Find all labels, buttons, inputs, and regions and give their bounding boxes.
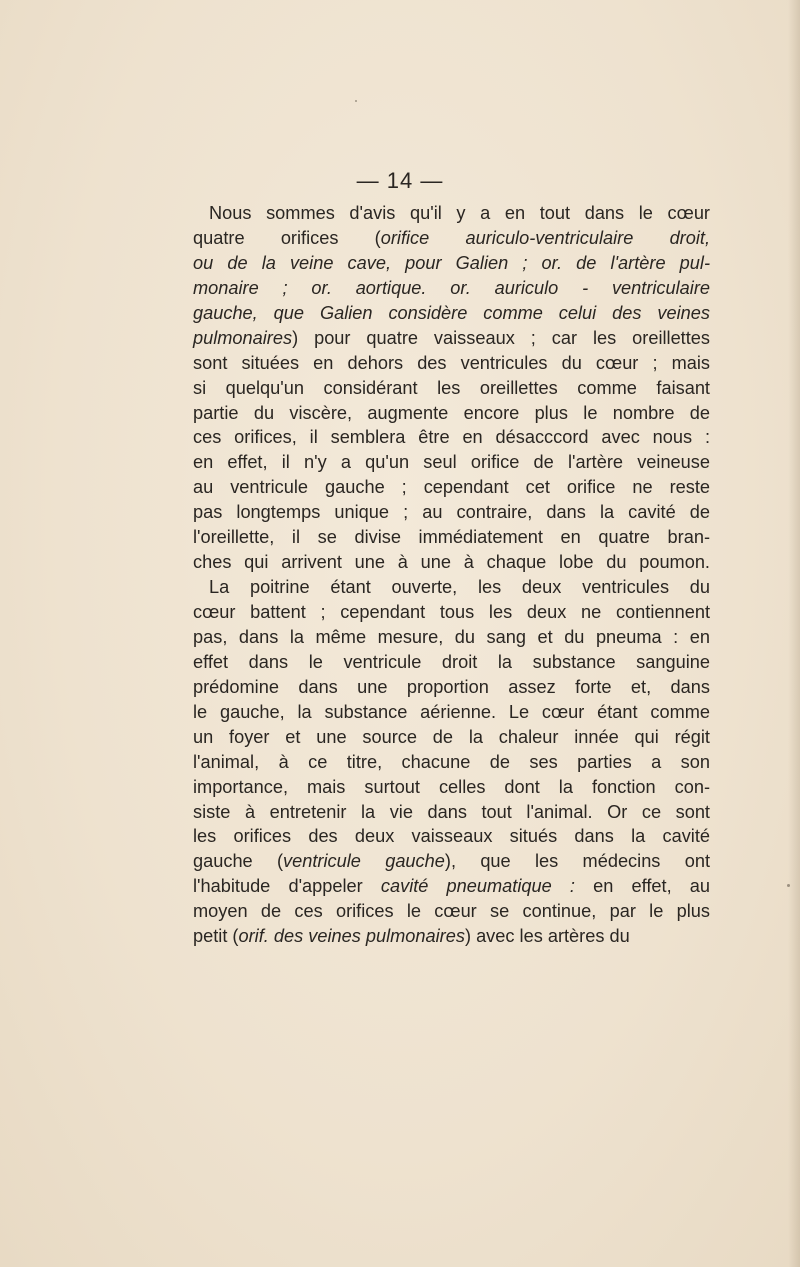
italic-text-segment: monaire ; or. aortique. or. auriculo - ventriculaire [193,277,710,298]
text-line [193,376,710,401]
text-segment: ces orifices, il semblera être en désacccord avec nous : [193,427,710,448]
text-segment: en effet, au [574,876,711,897]
text-segment: quatre orifices ( [193,227,381,248]
text-line [193,251,710,276]
text-line [193,500,710,525]
text-line [193,899,710,924]
text-segment: ) avec les artères du [464,926,630,947]
text-line [193,824,710,849]
text-segment: Nous sommes d'avis qu'il y a en tout dans le cœur [209,203,710,223]
text-segment: l'habitude d'appeler [193,876,381,897]
text-segment: prédomine dans une proportion assez forte et, dans [193,676,710,697]
text-segment: l'animal, à ce titre, chacune de ses parties a son [193,751,710,772]
italic-text-segment: pulmonaires [193,327,293,348]
text-line [193,675,710,700]
text-segment: pas longtemps unique ; au contraire, dans la cavité de [193,502,710,523]
text-segment: si quelqu'un considérant les oreillettes comme faisant [193,377,710,398]
italic-text-segment: cavité pneumatique : [380,876,575,897]
text-segment: siste à entretenir la vie dans tout l'animal. Or ce sont [193,801,710,822]
text-line [193,924,710,949]
body-text [193,201,710,949]
text-line [193,625,710,650]
text-line [193,525,710,550]
italic-text-segment: orifice auriculo-ventriculaire droit, [380,227,711,248]
text-line [193,849,710,874]
paper-speck [355,100,357,102]
text-segment: sont situées en dehors des ventricules du cœur ; mais [193,352,710,373]
text-line [193,301,710,326]
text-segment: ches qui arrivent une à une à chaque lobe du poumon. [193,552,710,573]
text-segment: pas, dans la même mesure, du sang et du pneuma : en [193,626,710,647]
text-line [193,550,710,575]
text-segment: en effet, il n'y a qu'un seul orifice de l'artère veineuse [193,452,710,473]
italic-text-segment: orif. des veines pulmonaires [238,926,465,947]
text-line [193,226,710,251]
text-line [193,326,710,351]
text-segment: ), que les médecins ont [444,851,711,872]
text-line [193,800,710,825]
paper-speck [787,884,790,887]
text-line [193,750,710,775]
text-line [193,874,710,899]
text-segment: petit ( [193,926,239,947]
text-segment: moyen de ces orifices le cœur se continue, par le plus [193,901,710,922]
text-segment: cœur battent ; cependant tous les deux ne contiennent [193,602,710,622]
text-line [193,650,710,675]
italic-text-segment: ou de la veine cave, pour Galien ; or. de l'artère pul- [193,252,710,273]
text-segment: au ventricule gauche ; cependant cet orifice ne reste [193,477,710,498]
text-segment: partie du viscère, augmente encore plus le nombre de [193,402,710,423]
text-line [193,276,710,301]
text-segment: gauche ( [193,851,284,872]
text-line [193,575,710,600]
text-segment: le gauche, la substance aérienne. Le cœur étant comme [193,701,710,722]
text-segment: effet dans le ventricule droit la substance sanguine [193,651,710,672]
text-segment: l'oreillette, il se divise immédiatement en quatre bran- [193,527,710,548]
text-line [193,700,710,725]
text-line [193,725,710,750]
text-line [193,425,710,450]
text-line [193,450,710,475]
text-segment: importance, mais surtout celles dont la fonction con- [193,776,710,797]
italic-text-segment: ventricule gauche [283,851,445,872]
text-segment: La poitrine étant ouverte, les deux ventricules du [209,577,710,598]
text-segment: un foyer et une source de la chaleur innée qui régit [193,726,710,747]
text-segment: ) pour quatre vaisseaux ; car les oreillettes [292,327,710,348]
text-line [193,351,710,376]
text-line [193,475,710,500]
text-line [193,775,710,800]
page-number: — 14 — [356,168,444,193]
text-line [193,201,710,226]
text-segment: les orifices des deux vaisseaux situés dans la cavité [193,826,710,847]
italic-text-segment: gauche, que Galien considère comme celui des veines [193,302,710,323]
text-line [193,600,710,625]
text-line [193,401,710,426]
